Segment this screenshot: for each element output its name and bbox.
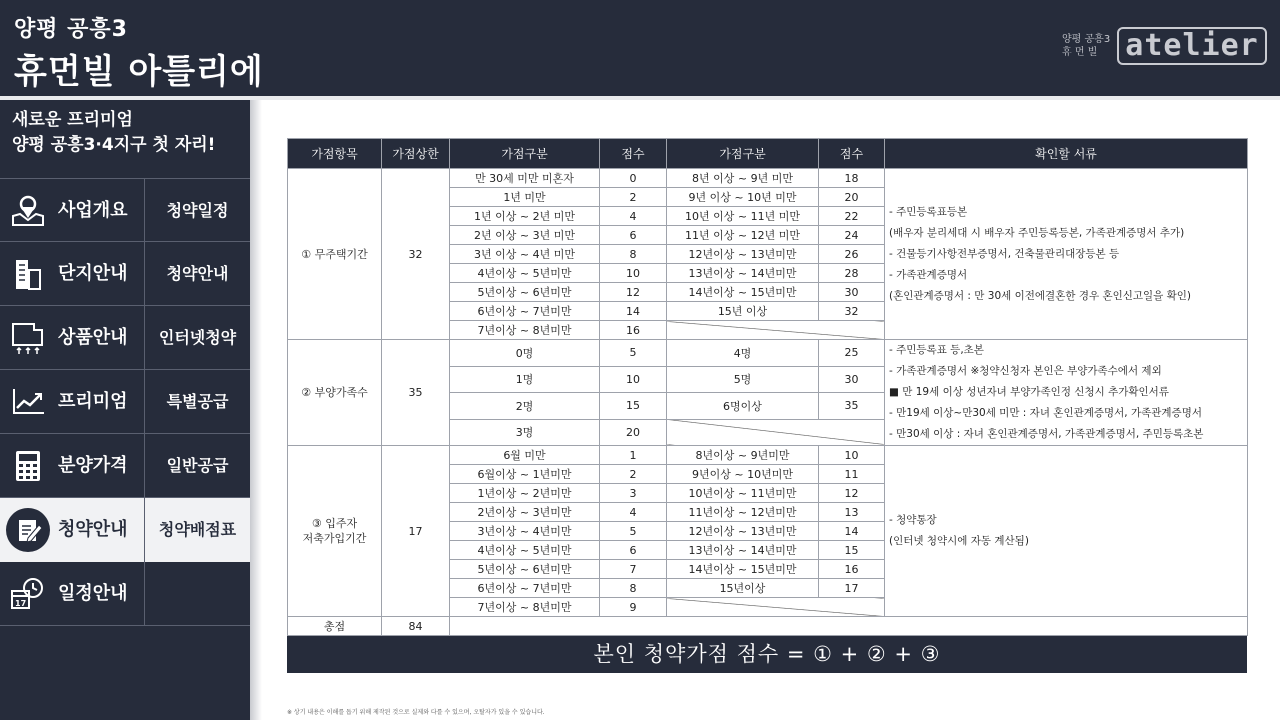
category-cell: 9년 이상 ~ 10년 미만 [667,188,819,207]
score-cell: 12 [819,484,885,503]
total-value: 84 [382,617,450,636]
score-cell: 20 [600,419,667,446]
category-cell: 5명 [667,366,819,393]
score-cell: 30 [819,366,885,393]
score-cell: 0 [600,169,667,188]
header-max: 가점상한 [382,139,450,169]
category-cell: 12년이상 ~ 13년미만 [667,245,819,264]
category-cell: 1년 이상 ~ 2년 미만 [450,207,600,226]
category-cell: 3년 이상 ~ 4년 미만 [450,245,600,264]
score-cell: 15 [819,541,885,560]
trend-up-icon [10,385,46,419]
category-cell: 11년 이상 ~ 12년 미만 [667,226,819,245]
sidebar-item-complex-guide[interactable] [0,242,144,306]
total-label: 총점 [288,617,382,636]
score-cell: 26 [819,245,885,264]
menu-row-6 [0,498,250,562]
score-cell: 13 [819,503,885,522]
item-dependents: ② 부양가족수 [288,340,382,446]
score-cell: 16 [600,321,667,340]
score-cell: 7 [600,560,667,579]
header-bar [0,0,1280,96]
sidebar-item-label: 사업개요 [58,200,128,221]
submenu-subscription-guide[interactable]: 청약안내 [144,242,250,306]
menu-row-3 [0,306,250,370]
category-cell: 0명 [450,340,600,367]
submenu-empty [144,562,250,626]
category-cell: 10년 이상 ~ 11년 미만 [667,207,819,226]
category-cell: 1년 미만 [450,188,600,207]
category-cell: 6명이상 [667,393,819,420]
score-cell: 6 [600,541,667,560]
calculator-icon [10,449,46,483]
header-category-b: 가점구분 [667,139,819,169]
score-cell: 4 [600,207,667,226]
submenu-subscription-schedule[interactable]: 청약일정 [144,179,250,243]
calendar-clock-icon [10,577,46,611]
submenu-special-supply[interactable]: 특별공급 [144,370,250,434]
sidebar-item-sale-price[interactable] [0,434,144,498]
score-cell: 24 [819,226,885,245]
score-cell: 1 [600,446,667,465]
category-cell: 9년이상 ~ 10년미만 [667,465,819,484]
promo-line1: 새로운 프리미엄 [12,110,133,130]
menu-row-7 [0,562,250,626]
max-score: 35 [382,340,450,446]
score-cell: 32 [819,302,885,321]
score-cell: 22 [819,207,885,226]
document-line: - 만30세 이상 : 자녀 혼인관계증명서, 가족관계증명서, 주민등록초본 [889,428,1204,440]
category-cell: 2년이상 ~ 3년미만 [450,503,600,522]
title-line2: 휴먼빌 아틀리에 [14,52,264,92]
category-cell: 4년이상 ~ 5년미만 [450,264,600,283]
category-cell: 1년이상 ~ 2년미만 [450,484,600,503]
header-score-b: 점수 [819,139,885,169]
sidebar-item-premium[interactable] [0,370,144,434]
menu-row-4 [0,370,250,434]
sidebar-item-schedule-guide[interactable] [0,562,144,626]
score-cell: 15 [600,393,667,420]
score-cell: 4 [600,503,667,522]
sidebar-item-label: 단지안내 [58,263,128,284]
empty-diagonal-cell [667,321,885,340]
item-savings-period [288,446,382,617]
document-line: - 주민등록표 등,초본 [889,344,984,356]
score-cell: 2 [600,465,667,484]
menu-row-1 [0,178,250,242]
total-row [288,617,1248,636]
category-cell: 5년이상 ~ 6년미만 [450,560,600,579]
score-cell: 11 [819,465,885,484]
category-cell: 6월이상 ~ 1년미만 [450,465,600,484]
menu-row-2 [0,242,250,306]
item-line2: 저축가입기간 [302,532,367,545]
category-cell: 13년이상 ~ 14년미만 [667,264,819,283]
document-line: - 가족관계증명서 ※청약신청자 본인은 부양가족수에서 제외 [889,365,1162,377]
logo-subtext-line2: 휴 먼 빌 [1062,47,1098,58]
table-row [288,169,1248,188]
sidebar [0,100,250,720]
category-cell: 15년이상 [667,579,819,598]
score-cell: 10 [600,264,667,283]
documents-cell [885,340,1248,446]
sidebar-item-label: 상품안내 [58,327,128,348]
max-score: 32 [382,169,450,340]
category-cell: 4년이상 ~ 5년미만 [450,541,600,560]
empty-diagonal-cell [667,419,885,446]
score-cell: 10 [600,366,667,393]
score-table-container [287,138,1247,673]
score-cell: 14 [600,302,667,321]
sidebar-shadow [250,100,262,720]
menu-row-5 [0,434,250,498]
category-cell: 8년이상 ~ 9년미만 [667,446,819,465]
documents-cell [885,169,1248,340]
category-cell: 10년이상 ~ 11년미만 [667,484,819,503]
empty-diagonal-cell [667,598,885,617]
table-header-row [288,139,1248,169]
promo-line2: 양평 공흥3·4지구 첫 자리! [12,135,216,155]
score-formula: 본인 청약가점 점수 = ① + ② + ③ [287,636,1247,673]
sidebar-item-label: 프리미엄 [58,391,128,412]
document-line: (인터넷 청약시에 자동 계산됨) [889,535,1029,547]
category-cell: 3명 [450,419,600,446]
logo-subtext-line1: 양평 공흥3 [1062,34,1111,45]
score-cell: 12 [600,283,667,302]
score-cell: 18 [819,169,885,188]
category-cell: 1명 [450,366,600,393]
category-cell: 14년이상 ~ 15년미만 [667,560,819,579]
score-cell: 2 [600,188,667,207]
category-cell: 6년이상 ~ 7년미만 [450,302,600,321]
item-line1: ③ 입주자 [311,517,358,530]
score-cell: 9 [600,598,667,617]
item-no-house-period: ① 무주택기간 [288,169,382,340]
score-cell: 6 [600,226,667,245]
sidebar-item-product-guide[interactable] [0,306,144,370]
score-cell: 3 [600,484,667,503]
score-cell: 8 [600,579,667,598]
category-cell: 15년 이상 [667,302,819,321]
document-line: (혼인관계증명서 : 만 30세 이전에결혼한 경우 혼인신고일을 확인) [889,289,1192,302]
document-line: (배우자 분리세대 시 배우자 주민등록등본, 가족관계증명서 추가) [889,226,1185,239]
document-line: - 가족관계증명서 [889,268,968,281]
atelier-logo: atelier [1117,27,1267,65]
score-cell: 5 [600,340,667,367]
category-cell: 2명 [450,393,600,420]
category-cell: 14년이상 ~ 15년미만 [667,283,819,302]
header-category-a: 가점구분 [450,139,600,169]
score-cell: 14 [819,522,885,541]
category-cell: 만 30세 미만 미혼자 [450,169,600,188]
edit-note-icon [10,513,46,547]
sidebar-item-business-overview[interactable] [0,179,144,243]
score-cell: 30 [819,283,885,302]
map-pin-icon [10,194,46,228]
score-cell: 16 [819,560,885,579]
category-cell: 6월 미만 [450,446,600,465]
document-line: ■ 만 19세 이상 성년자녀 부양가족인정 신청시 추가확인서류 [889,386,1169,398]
document-line: - 만19세 이상~만30세 미만 : 자녀 혼인관계증명서, 가족관계증명서 [889,407,1202,419]
svg-text:17: 17 [15,599,27,608]
category-cell: 8년 이상 ~ 9년 미만 [667,169,819,188]
floorplan-icon [10,321,46,355]
documents-cell [885,446,1248,617]
logo-subtext [1062,33,1110,59]
score-cell: 10 [819,446,885,465]
category-cell: 3년이상 ~ 4년미만 [450,522,600,541]
category-cell: 13년이상 ~ 14년미만 [667,541,819,560]
max-score: 17 [382,446,450,617]
score-cell: 35 [819,393,885,420]
document-line: - 주민등록표등본 [889,205,968,218]
submenu-score-table[interactable]: 청약배점표 [144,498,250,562]
category-cell: 6년이상 ~ 7년미만 [450,579,600,598]
header-item: 가점항목 [288,139,382,169]
total-empty-cell [450,617,1248,636]
document-line: - 건물등기사항전부증명서, 건축물관리대장등본 등 [889,247,1120,260]
score-cell: 5 [600,522,667,541]
header-documents: 확인할 서류 [885,139,1248,169]
category-cell: 5년이상 ~ 6년미만 [450,283,600,302]
table-row [288,446,1248,465]
promo-text [12,108,215,158]
score-cell: 20 [819,188,885,207]
submenu-internet-subscription[interactable]: 인터넷청약 [144,306,250,370]
building-icon [10,257,46,291]
sidebar-item-label: 분양가격 [58,455,128,476]
submenu-general-supply[interactable]: 일반공급 [144,434,250,498]
category-cell: 4명 [667,340,819,367]
sidebar-item-label: 청약안내 [58,519,128,540]
score-cell: 17 [819,579,885,598]
category-cell: 7년이상 ~ 8년미만 [450,321,600,340]
score-cell: 28 [819,264,885,283]
title-line1: 양평 공흥3 [14,17,128,42]
table-row [288,340,1248,367]
document-line: - 청약통장 [889,514,937,526]
header-score-a: 점수 [600,139,667,169]
category-cell: 2년 이상 ~ 3년 미만 [450,226,600,245]
category-cell: 12년이상 ~ 13년미만 [667,522,819,541]
footnote: ※ 상기 내용은 이해를 돕기 위해 제작된 것으로 실제와 다를 수 있으며, 오탈자가 있을 수 있습니다. [287,709,545,716]
score-table [287,138,1248,636]
score-cell: 8 [600,245,667,264]
score-cell: 25 [819,340,885,367]
category-cell: 11년이상 ~ 12년미만 [667,503,819,522]
sidebar-item-label: 일정안내 [58,583,128,604]
sidebar-item-subscription-guide[interactable] [0,498,144,562]
category-cell: 7년이상 ~ 8년미만 [450,598,600,617]
